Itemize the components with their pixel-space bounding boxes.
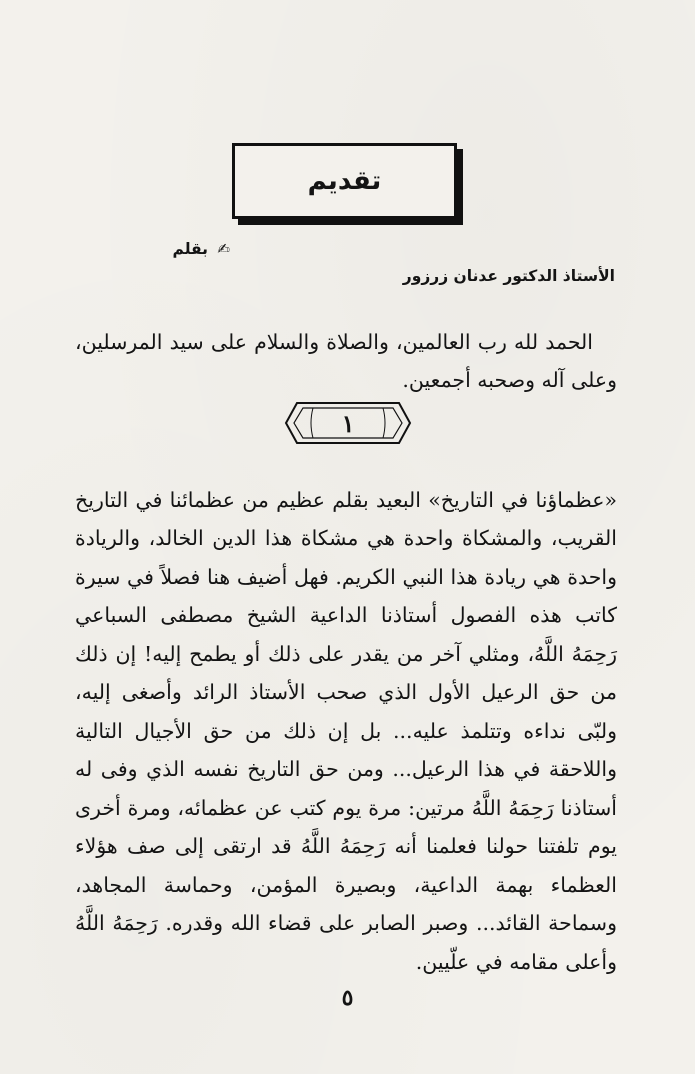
byline: [172, 236, 615, 290]
section-number: ١: [341, 408, 355, 438]
title-box: [232, 143, 457, 219]
page-title: تقديم: [307, 166, 382, 196]
byline-author: الأستاذ الدكتور عدنان زرزور: [402, 267, 615, 285]
pen-icon: ✍: [217, 240, 230, 258]
section-marker: [283, 400, 413, 446]
opening-paragraph: الحمد لله رب العالمين، والصلاة والسلام على سيد المرسلين، وعلى آله وصحبه أجمعين.: [75, 329, 617, 392]
body-paragraph: «عظماؤنا في التاريخ» البعيد بقلم عظيم من عظمائنا في التاريخ القريب، والمشكاة واحدة هي مشكاة هذا الدين الخالد، والريادة واحدة هي ريادة هذا النبي الكريم. فهل أضيف هنا فصلاً في سيرة كاتب هذه الفصول أستاذنا الداعية الشيخ مصطفى السباعي رَحِمَهُ اللَّهُ، ومثلي آخر من يقدر على ذلك أو يطمح إليه! إن ذلك من حق الرعيل الأول الذي صحب الأستاذ الرائد وأصغى إليه، ولبّى نداءه وتتلمذ عليه... بل إن ذلك من حق الأجيال التالية واللاحقة في هذا الرعيل... ومن حق التاريخ نفسه الذي وفى له أستاذنا رَحِمَهُ اللَّهُ مرتين: مرة يوم كتب عن عظمائه، ومرة أخرى يوم تلفتنا حولنا فعلمنا أنه رَحِمَهُ اللَّهُ قد ارتقى إلى صف هؤلاء العظماء بهمة الداعية، وبصيرة المؤمن، وحماسة المجاهد، وسماحة القائد... وصبر الصابر على قضاء الله وقدره. رَحِمَهُ اللَّهُ وأعلى مقامه في علّيين.: [75, 487, 617, 974]
page-number: ٥: [341, 985, 354, 1011]
byline-pen-line: [172, 236, 615, 263]
byline-pen-label: بقلم: [172, 240, 209, 258]
